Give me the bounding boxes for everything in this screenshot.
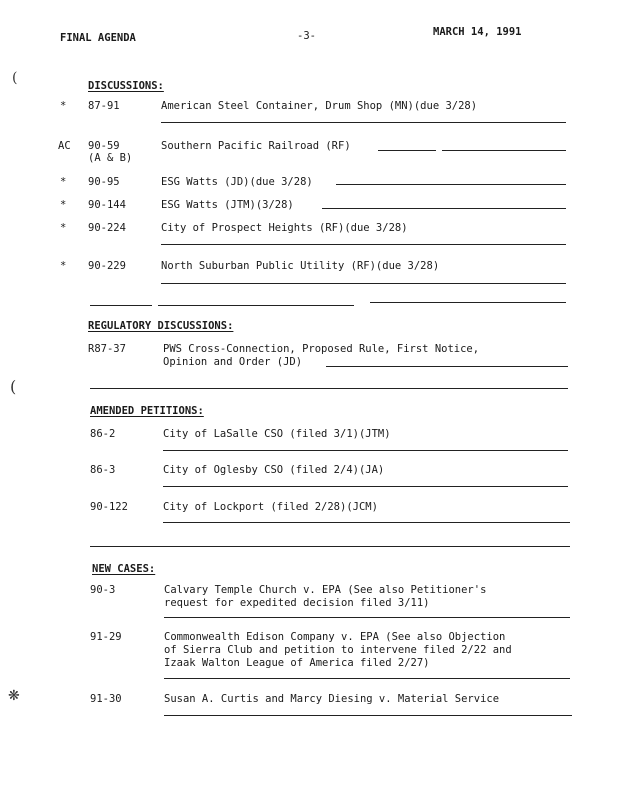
docket-number: 90-144 — [88, 199, 126, 211]
blank-line — [163, 486, 568, 487]
blank-line — [378, 150, 436, 151]
blank-line — [164, 617, 570, 618]
blank-line — [90, 305, 152, 306]
blank-line — [90, 546, 570, 547]
docket-number: 90-59 — [88, 140, 120, 152]
blank-line — [161, 244, 566, 245]
item-description: Susan A. Curtis and Marcy Diesing v. Material Service — [164, 693, 500, 705]
docket-number: 91-30 — [90, 693, 122, 705]
item-description-cont: request for expedited decision filed 3/11) — [164, 597, 430, 609]
item-description-cont: Izaak Walton League of America filed 2/27) — [164, 657, 430, 669]
item-description: City of Oglesby CSO (filed 2/4)(JA) — [163, 464, 385, 476]
item-marker: * — [60, 222, 67, 234]
scan-mark: ( — [12, 70, 18, 86]
item-description: PWS Cross-Connection, Proposed Rule, First Notice, — [163, 343, 480, 355]
scan-mark: ( — [10, 377, 17, 396]
item-marker: * — [60, 260, 67, 272]
section-heading-amended: AMENDED PETITIONS: — [90, 405, 204, 417]
item-description: City of Prospect Heights (RF)(due 3/28) — [161, 222, 408, 234]
docket-number: 90-122 — [90, 501, 128, 513]
blank-line — [161, 122, 566, 123]
page-number: -3- — [297, 30, 316, 42]
blank-line — [163, 450, 568, 451]
docket-number: 86-3 — [90, 464, 116, 476]
header-date: MARCH 14, 1991 — [433, 26, 522, 38]
item-description: American Steel Container, Drum Shop (MN)(due 3/28) — [161, 100, 478, 112]
blank-line — [442, 150, 566, 151]
item-description: Calvary Temple Church v. EPA (See also Petitioner's — [164, 584, 487, 596]
item-description: City of Lockport (filed 2/28)(JCM) — [163, 501, 378, 513]
item-marker: * — [60, 199, 67, 211]
docket-number: 86-2 — [90, 428, 116, 440]
item-description-cont: of Sierra Club and petition to intervene filed 2/22 and — [164, 644, 512, 656]
section-heading-regulatory: REGULATORY DISCUSSIONS: — [88, 320, 234, 332]
item-description-cont: Opinion and Order (JD) — [163, 356, 303, 368]
blank-line — [158, 305, 354, 306]
blank-line — [326, 366, 568, 367]
blank-line — [163, 522, 570, 523]
blank-line — [336, 184, 566, 185]
docket-number: 90-95 — [88, 176, 120, 188]
docket-number: 90-224 — [88, 222, 126, 234]
item-marker: * — [60, 100, 67, 112]
item-description: Commonwealth Edison Company v. EPA (See also Objection — [164, 631, 506, 643]
item-description: City of LaSalle CSO (filed 3/1)(JTM) — [163, 428, 391, 440]
blank-line — [370, 302, 566, 303]
header-title: FINAL AGENDA — [60, 32, 136, 44]
scan-mark: ❋ — [8, 688, 20, 704]
docket-subpart: (A & B) — [88, 152, 133, 164]
item-description: ESG Watts (JD)(due 3/28) — [161, 176, 313, 188]
item-description: North Suburban Public Utility (RF)(due 3/28) — [161, 260, 440, 272]
docket-number: 87-91 — [88, 100, 120, 112]
item-description: ESG Watts (JTM)(3/28) — [161, 199, 294, 211]
blank-line — [164, 715, 572, 716]
item-marker: AC — [58, 140, 71, 152]
blank-line — [164, 678, 570, 679]
docket-number: 91-29 — [90, 631, 122, 643]
docket-number: R87-37 — [88, 343, 126, 355]
docket-number: 90-229 — [88, 260, 126, 272]
section-heading-new-cases: NEW CASES: — [92, 563, 156, 575]
blank-line — [90, 388, 568, 389]
item-description: Southern Pacific Railroad (RF) — [161, 140, 351, 152]
section-heading-discussions: DISCUSSIONS: — [88, 80, 164, 92]
blank-line — [322, 208, 566, 209]
docket-number: 90-3 — [90, 584, 116, 596]
item-marker: * — [60, 176, 67, 188]
blank-line — [161, 283, 566, 284]
